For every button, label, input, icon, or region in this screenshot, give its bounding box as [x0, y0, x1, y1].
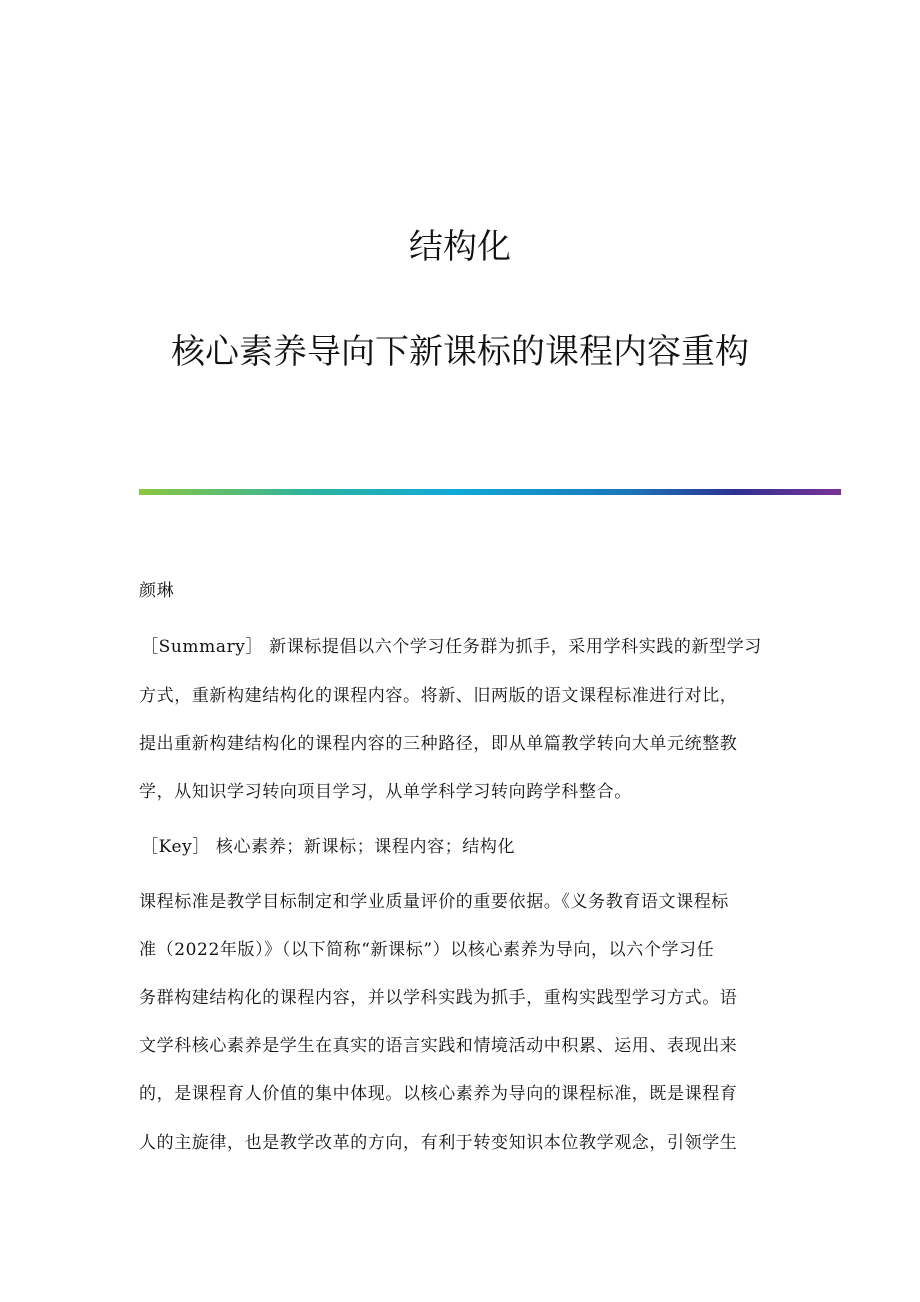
- body-line: 课程标准是教学目标制定和学业质量评价的重要依据。《义务教育语文课程标: [139, 892, 729, 912]
- summary-line: 方式，重新构建结构化的课程内容。将新、旧两版的语文课程标准进行对比，: [139, 686, 738, 706]
- summary-line: ［Summary］ 新课标提倡以六个学习任务群为抓手，采用学科实践的新型学习: [141, 637, 762, 657]
- document-subtitle: 核心素养导向下新课标的课程内容重构: [171, 332, 749, 372]
- author-name: 颜琳: [139, 581, 175, 601]
- summary-line: 学，从知识学习转向项目学习，从单学科学习转向跨学科整合。: [139, 782, 632, 802]
- body-line: 准（2022年版）》（以下简称“新课标”）以核心素养为导向，以六个学习任: [139, 940, 715, 960]
- body-line: 文学科核心素养是学生在真实的语言实践和情境活动中积累、运用、表现出来: [139, 1036, 738, 1056]
- body-line: 人的主旋律，也是教学改革的方向，有利于转变知识本位教学观念，引领学生: [139, 1133, 738, 1153]
- body-line: 务群构建结构化的课程内容，并以学科实践为抓手，重构实践型学习方式。语: [139, 988, 738, 1008]
- document-title: 结构化: [409, 227, 511, 267]
- keywords-line: ［Key］ 核心素养；新课标；课程内容；结构化: [141, 837, 516, 857]
- gradient-divider: [139, 489, 841, 495]
- summary-line: 提出重新构建结构化的课程内容的三种路径，即从单篇教学转向大单元统整教: [139, 734, 738, 754]
- body-line: 的，是课程育人价值的集中体现。以核心素养为导向的课程标准，既是课程育: [139, 1084, 738, 1104]
